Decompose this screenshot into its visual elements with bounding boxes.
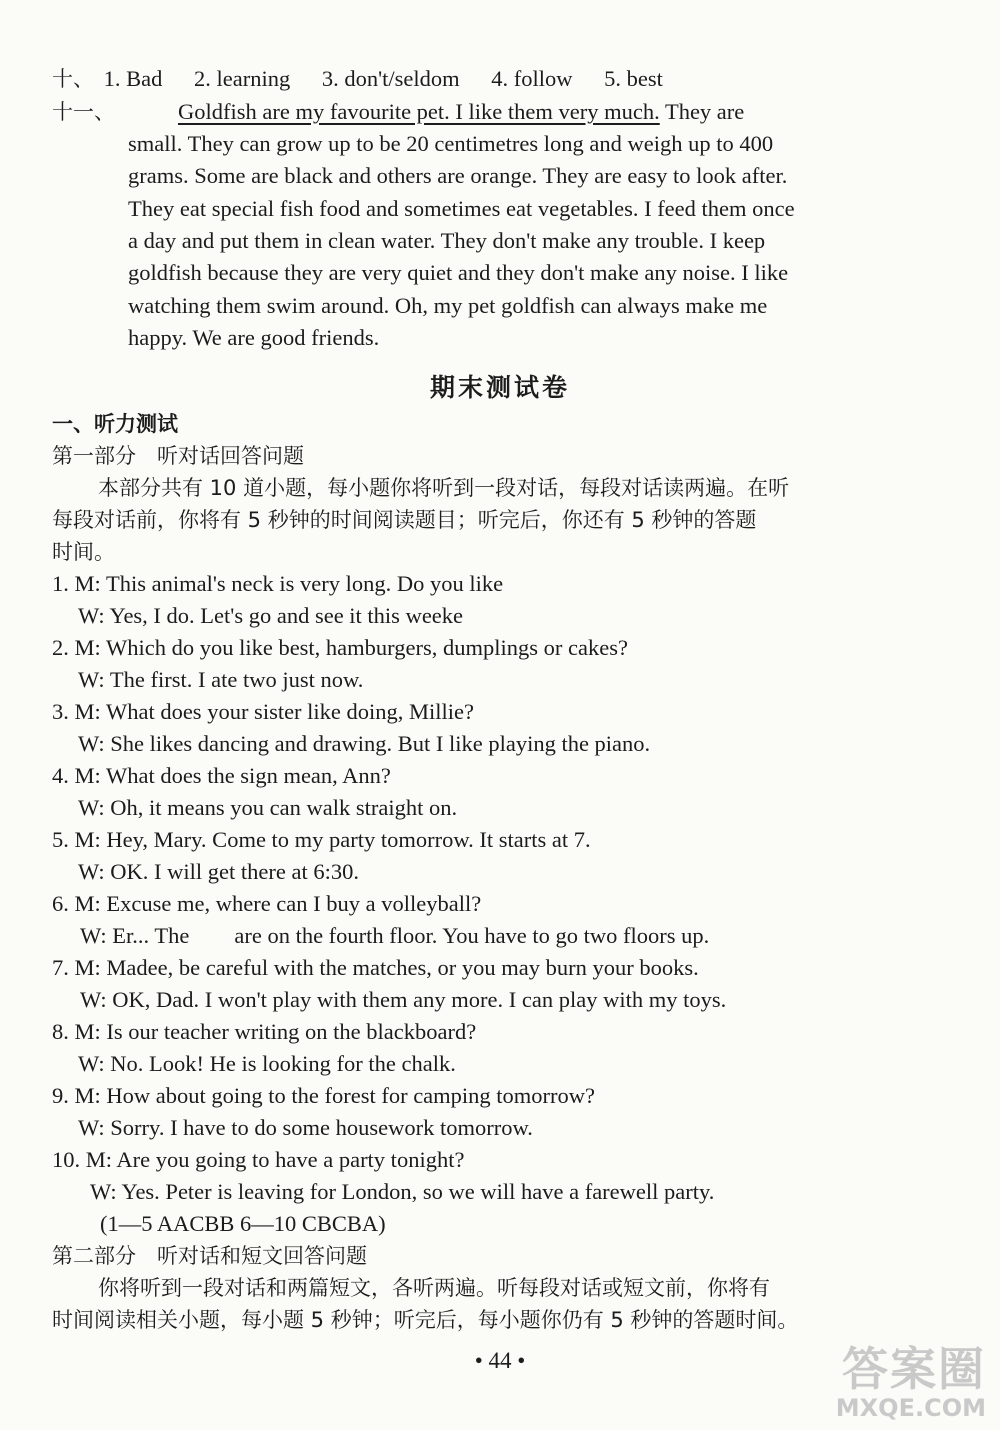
listening-heading: 一、听力测试 [52,412,178,436]
dialogue-m: 6. M: Excuse me, where can I buy a volleyball? [52,891,482,916]
dialogue-m: 9. M: How about going to the forest for camping tomorrow? [52,1083,596,1108]
section-10-label: 十、 [52,67,94,91]
page-number: • 44 • [474,1348,526,1373]
part2-heading: 第二部分 听对话和短文回答问题 [52,1244,367,1268]
part2-instruction: 时间阅读相关小题，每小题 5 秒钟；听完后，每小题你仍有 5 秒钟的答题时间。 [52,1308,799,1332]
dialogue-w: W: No. Look! He is looking for the chalk. [78,1051,456,1076]
essay-line: happy. We are good friends. [128,325,380,350]
essay-line: grams. Some are black and others are orange. They are easy to look after. [128,163,788,188]
dialogue-w: W: Yes. Peter is leaving for London, so we will have a farewell party. [90,1179,715,1204]
dialogue-m: 1. M: This animal's neck is very long. Do you like [52,571,504,596]
answer-item: 2. learning [194,66,291,91]
watermark-site: MXQE.COM [835,1394,986,1422]
dialogue-w: W: The first. I ate two just now. [78,667,364,692]
part2-instruction: 你将听到一段对话和两篇短文，各听两遍。听每段对话或短文前，你将有 [98,1276,770,1300]
answer-key: (1—5 AACBB 6—10 CBCBA) [100,1211,386,1236]
essay-line: a day and put them in clean water. They don't make any trouble. I keep [128,228,766,253]
dialogue-m: 10. M: Are you going to have a party tonight? [52,1147,465,1172]
section-11-first-line [52,96,744,128]
essay-line: They eat special fish food and sometimes eat vegetables. I feed them once [128,196,795,221]
dialogue-w: W: OK, Dad. I won't play with them any more. I can play with my toys. [80,987,727,1012]
section-11-label: 十一、 [52,100,115,124]
dialogue-m: 5. M: Hey, Mary. Come to my party tomorrow. It starts at 7. [52,827,591,852]
answer-item: 3. don't/seldom [321,66,460,91]
page-title: 期末测试卷 [429,373,570,402]
dialogue-w: W: Oh, it means you can walk straight on. [78,795,458,820]
dialogue-m: 7. M: Madee, be careful with the matches, or you may burn your books. [52,955,699,980]
essay-line: goldfish because they are very quiet and they don't make any noise. I like [128,260,789,285]
dialogue-w: W: Sorry. I have to do some housework tomorrow. [78,1115,533,1140]
dialogue-m: 4. M: What does the sign mean, Ann? [52,763,391,788]
essay-line: watching them swim around. Oh, my pet goldfish can always make me [128,293,768,318]
answer-item: 1. Bad [103,66,163,91]
dialogue-w: W: She likes dancing and drawing. But I like playing the piano. [78,731,651,756]
watermark-logo [835,1342,986,1422]
watermark-logo-text: 答案圈 [842,1342,986,1396]
section-10-answers [52,63,689,95]
answer-item: 5. best [604,66,663,91]
part1-instruction: 本部分共有 10 道小题，每小题你将听到一段对话，每段对话读两遍。在听 [98,476,790,500]
dialogue-w: W: Yes, I do. Let's go and see it this weeke [78,603,464,628]
underlined-sentence: Goldfish are my favourite pet. I like them very much. [178,99,660,124]
part1-instruction: 每段对话前，你将有 5 秒钟的时间阅读题目；听完后，你还有 5 秒钟的答题 [52,508,757,532]
dialogue-m: 3. M: What does your sister like doing, Millie? [52,699,475,724]
dialogue-m: 8. M: Is our teacher writing on the blackboard? [52,1019,477,1044]
part1-heading: 第一部分 听对话回答问题 [52,444,304,468]
dialogue-w: W: Er... The are on the fourth floor. You have to go two floors up. [80,923,710,948]
part1-instruction: 时间。 [52,540,115,564]
essay-line: small. They can grow up to be 20 centimetres long and weigh up to 400 [128,131,774,156]
dialogue-m: 2. M: Which do you like best, hamburgers, dumplings or cakes? [52,635,628,660]
answer-item: 4. follow [491,66,573,91]
dialogue-w: W: OK. I will get there at 6:30. [78,859,359,884]
essay-line: They are [659,99,745,124]
